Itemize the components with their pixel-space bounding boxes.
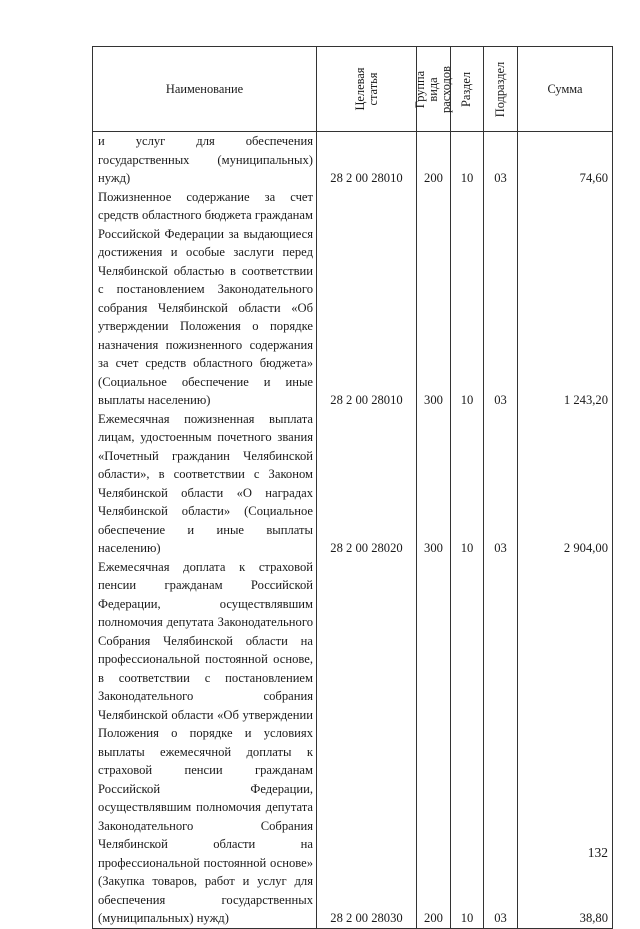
table-row <box>93 410 613 558</box>
row-name: и услуг для обеспечения государственных (муниципальных) нужд) <box>93 132 317 188</box>
row-section: 10 <box>451 132 484 188</box>
header-name: Наименование <box>93 47 317 132</box>
row-section: 10 <box>451 410 484 558</box>
row-sum: 38,80 <box>518 558 613 929</box>
header-target: Целевая статья <box>317 47 417 132</box>
row-sum: 1 243,20 <box>518 188 613 410</box>
row-subsection: 03 <box>484 558 518 929</box>
row-group: 300 <box>417 410 451 558</box>
row-name: Ежемесячная доплата к страховой пенсии гражданам Российской Федерации, осуществлявшим полномочия депутата Законодательного Собрания Челябинской области на профессиональной постоянной основе, в соответствии с постановлением Законодательного собрания Челябинской области «Об утверждении Положения о порядке и условиях выплаты ежемесячной доплаты к страховой пенсии гражданам Российской Федерации, осуществлявшим полномочия депутата Законодательного Собрания Челябинской области на профессиональной постоянной основе» (Закупка товаров, работ и услуг для обеспечения государственных (муниципальных) нужд) <box>93 558 317 929</box>
row-section: 10 <box>451 188 484 410</box>
row-subsection: 03 <box>484 410 518 558</box>
budget-table <box>92 46 613 929</box>
table-row <box>93 132 613 188</box>
header-section: Раздел <box>451 47 484 132</box>
row-sum: 2 904,00 <box>518 410 613 558</box>
row-group: 200 <box>417 558 451 929</box>
row-group: 300 <box>417 188 451 410</box>
header-row <box>93 47 613 132</box>
header-group: Группа вида расходов <box>417 47 451 132</box>
row-name: Пожизненное содержание за счет средств областного бюджета гражданам Российской Федерации за выдающиеся достижения и особые заслуги перед Челябинской областью в соответствии с постановлением Законодательного собрания Челябинской области «Об утверждении Положения о порядке назначения пожизненного содержания за счет средств областного бюджета» (Социальное обеспечение и иные выплаты населению) <box>93 188 317 410</box>
row-subsection: 03 <box>484 132 518 188</box>
row-name: Ежемесячная пожизненная выплата лицам, удостоенным почетного звания «Почетный гражданин Челябинской области», в соответствии с Законом Челябинской области «О наградах Челябинской области» (Социальное обеспечение и иные выплаты населению) <box>93 410 317 558</box>
header-subsection: Подраздел <box>484 47 518 132</box>
table-row <box>93 558 613 929</box>
row-subsection: 03 <box>484 188 518 410</box>
row-target: 28 2 00 28020 <box>317 410 417 558</box>
header-sum: Сумма <box>518 47 613 132</box>
table-row <box>93 188 613 410</box>
row-group: 200 <box>417 132 451 188</box>
row-section: 10 <box>451 558 484 929</box>
row-target: 28 2 00 28010 <box>317 188 417 410</box>
row-target: 28 2 00 28030 <box>317 558 417 929</box>
row-sum: 74,60 <box>518 132 613 188</box>
page-number: 132 <box>587 845 608 860</box>
row-target: 28 2 00 28010 <box>317 132 417 188</box>
